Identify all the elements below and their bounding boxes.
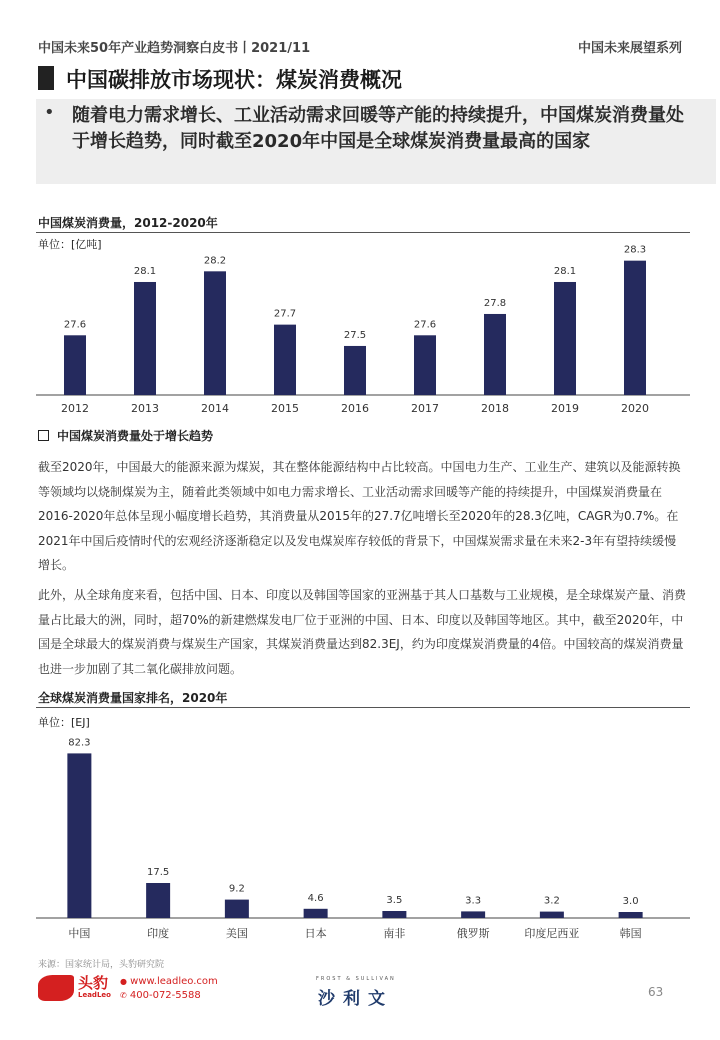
series-name: 中国未来展望系列 <box>577 41 682 56</box>
website-link[interactable] <box>120 976 218 987</box>
partner-logo: 沙利文 <box>318 989 393 1009</box>
highlight-text: 随着电力需求增长、工业活动需求回暖等产能的持续提升，中国煤炭消费量处于增长趋势，同时截至2020年中国是全球煤炭消费量最高的国家 <box>72 105 684 152</box>
bar-2020 <box>624 261 646 395</box>
subheading <box>38 427 213 444</box>
data-label: 27.5 <box>343 329 367 341</box>
data-label: 4.6 <box>307 892 324 904</box>
page-title: 中国碳排放市场现状：煤炭消费概况 <box>66 68 402 92</box>
chart1-rule <box>36 232 690 233</box>
data-label: 17.5 <box>146 867 170 878</box>
bar-中国 <box>67 753 91 918</box>
data-label: 3.5 <box>386 895 403 906</box>
partner-top: FROST & SULLIVAN <box>316 976 396 982</box>
bar-2019 <box>554 282 576 395</box>
data-label: 28.1 <box>133 265 157 277</box>
bar-南非 <box>382 911 406 918</box>
data-label: 27.6 <box>413 319 437 331</box>
bar-印度 <box>146 883 170 918</box>
x-tick-label: 2015 <box>271 402 299 415</box>
x-tick-label: 美国 <box>225 927 248 940</box>
chart2-rule <box>36 707 690 708</box>
leadleo-logo-text: 头豹 <box>78 974 109 992</box>
data-label: 3.3 <box>465 895 482 907</box>
data-label: 27.8 <box>483 297 507 309</box>
bar-印度尼西亚 <box>540 912 564 918</box>
phone <box>120 990 201 1001</box>
data-label: 27.7 <box>273 308 297 320</box>
title-marker <box>38 66 54 90</box>
paragraph-2: 此外，从全球角度来看，包括中国、日本、印度以及韩国等国家的亚洲基于其人口基数与工业规模，是全球煤炭产量、消费量占比最大的洲，同时，超70%的新建燃煤发电厂位于亚洲的中国、日本、印度以及韩国等地区。其中，截至2020年，中国是全球最大的煤炭消费与煤炭生产国家，其煤炭消费量达到82.3EJ，约为印度煤炭消费量的4倍。中国较高的煤炭消费量也进一步加剧了其二氧化碳排放问题。 <box>38 588 687 676</box>
x-tick-label: 俄罗斯 <box>456 927 490 940</box>
x-tick-label: 2013 <box>131 402 159 415</box>
bar-2014 <box>204 271 226 395</box>
phone-icon: ✆ <box>120 991 127 1000</box>
chart1-unit: 单位：[亿吨] <box>38 238 102 251</box>
bar-韩国 <box>619 912 643 918</box>
source-note: 来源：国家统计局，头豹研究院 <box>38 960 165 970</box>
paragraph-1: 截至2020年，中国最大的能源来源为煤炭，其在整体能源结构中占比较高。中国电力生产、工业生产、建筑以及能源转换等领域均以烧制煤炭为主，随着此类领域中如电力需求增长、工业活动需求回暖等产能的持续提升，中国煤炭消费量在2016-2020年总体呈现小幅度增长趋势，其消费量从2015年的27.7亿吨增长至2020年的28.3亿吨，CAGR为0.7%。在2021年中国后疫情时代的宏观经济逐渐稳定以及发电煤炭库存较低的背景下，中国煤炭需求量在未来2-3年有望持续缓慢增长。 <box>38 460 681 572</box>
data-label: 28.2 <box>203 255 227 267</box>
x-tick-label: 印度 <box>147 927 170 940</box>
x-tick-label: 2012 <box>61 402 89 415</box>
checkbox-icon <box>38 430 49 441</box>
chart2 <box>0 725 720 950</box>
x-tick-label: 2017 <box>411 402 439 415</box>
bar-2015 <box>274 325 296 395</box>
data-label: 27.6 <box>63 319 87 331</box>
data-label: 28.3 <box>623 244 647 256</box>
bar-美国 <box>225 900 249 918</box>
report-title: 中国未来50年产业趋势洞察白皮书丨2021/11 <box>38 41 311 56</box>
data-label: 3.2 <box>543 895 560 907</box>
website-text: www.leadleo.com <box>130 976 218 987</box>
x-tick-label: 2020 <box>621 402 649 415</box>
phone-text: 400-072-5588 <box>129 990 201 1001</box>
x-tick-label: 2018 <box>481 402 509 415</box>
x-tick-label: 中国 <box>68 927 91 940</box>
x-tick-label: 2019 <box>551 402 579 415</box>
bar-日本 <box>304 909 328 918</box>
x-tick-label: 2014 <box>201 402 229 415</box>
x-tick-label: 2016 <box>341 402 369 415</box>
subheading-text: 中国煤炭消费量处于增长趋势 <box>57 429 214 443</box>
x-tick-label: 日本 <box>304 927 327 940</box>
bar-2018 <box>484 314 506 395</box>
bullet: • <box>44 102 55 123</box>
leadleo-logo-icon <box>38 975 74 1001</box>
leadleo-logo-sub: LeadLeo <box>78 991 111 999</box>
bar-2016 <box>344 346 366 395</box>
globe-icon: ● <box>120 977 127 986</box>
chart1-title: 中国煤炭消费量，2012-2020年 <box>38 216 218 230</box>
data-label: 82.3 <box>68 737 91 749</box>
data-label: 3.0 <box>622 896 639 907</box>
data-label: 9.2 <box>228 883 245 895</box>
x-tick-label: 南非 <box>383 927 406 940</box>
x-tick-label: 印度尼西亚 <box>524 927 580 940</box>
bar-2017 <box>414 335 436 395</box>
chart2-title: 全球煤炭消费量国家排名，2020年 <box>38 691 228 705</box>
page-number: 63 <box>648 985 664 999</box>
chart1 <box>0 240 720 420</box>
bar-2013 <box>134 282 156 395</box>
chart2-unit: 单位：[EJ] <box>38 716 90 729</box>
x-tick-label: 韩国 <box>619 927 642 940</box>
data-label: 28.1 <box>553 265 577 277</box>
bar-2012 <box>64 335 86 395</box>
bar-俄罗斯 <box>461 911 485 918</box>
